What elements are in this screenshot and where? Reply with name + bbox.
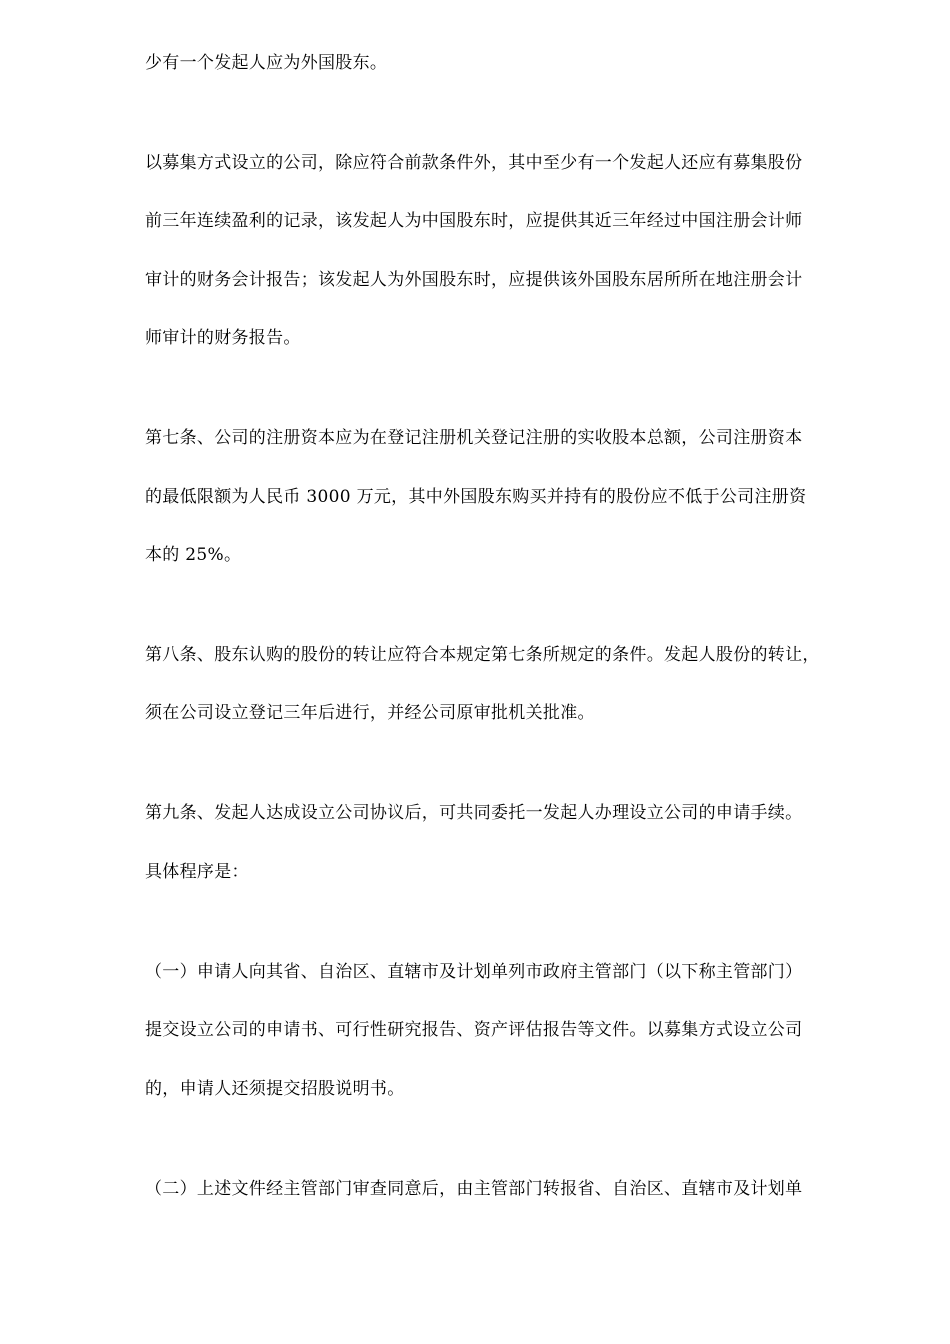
text-line: 具体程序是： bbox=[145, 862, 249, 882]
text-line: 以募集方式设立的公司，除应符合前款条件外，其中至少有一个发起人还应有募集股份 bbox=[145, 153, 803, 173]
text-line: 少有一个发起人应为外国股东。 bbox=[145, 53, 388, 73]
text-line: （二）上述文件经主管部门审查同意后，由主管部门转报省、自治区、直辖市及计划单 bbox=[145, 1179, 803, 1199]
text-line: 审计的财务会计报告；该发起人为外国股东时，应提供该外国股东居所所在地注册会计 bbox=[145, 270, 803, 290]
text-line: 第八条、股东认购的股份的转让应符合本规定第七条所规定的条件。发起人股份的转让， bbox=[145, 645, 820, 665]
text-line: 第九条、发起人达成设立公司协议后，可共同委托一发起人办理设立公司的申请手续。 bbox=[145, 803, 803, 823]
text-line: 前三年连续盈利的记录，该发起人为中国股东时，应提供其近三年经过中国注册会计师 bbox=[145, 211, 803, 231]
text-line: （一）申请人向其省、自治区、直辖市及计划单列市政府主管部门（以下称主管部门） bbox=[145, 962, 803, 982]
text-line: 的，申请人还须提交招股说明书。 bbox=[145, 1079, 405, 1099]
text-line: 须在公司设立登记三年后进行，并经公司原审批机关批准。 bbox=[145, 703, 595, 723]
text-line: 提交设立公司的申请书、可行性研究报告、资产评估报告等文件。以募集方式设立公司 bbox=[145, 1020, 803, 1040]
text-line: 第七条、公司的注册资本应为在登记注册机关登记注册的实收股本总额，公司注册资本 bbox=[145, 428, 803, 448]
text-line: 的最低限额为人民币 3000 万元，其中外国股东购买并持有的股份应不低于公司注册资 bbox=[145, 487, 807, 507]
text-line: 师审计的财务报告。 bbox=[145, 328, 301, 348]
text-line: 本的 25%。 bbox=[145, 545, 242, 565]
